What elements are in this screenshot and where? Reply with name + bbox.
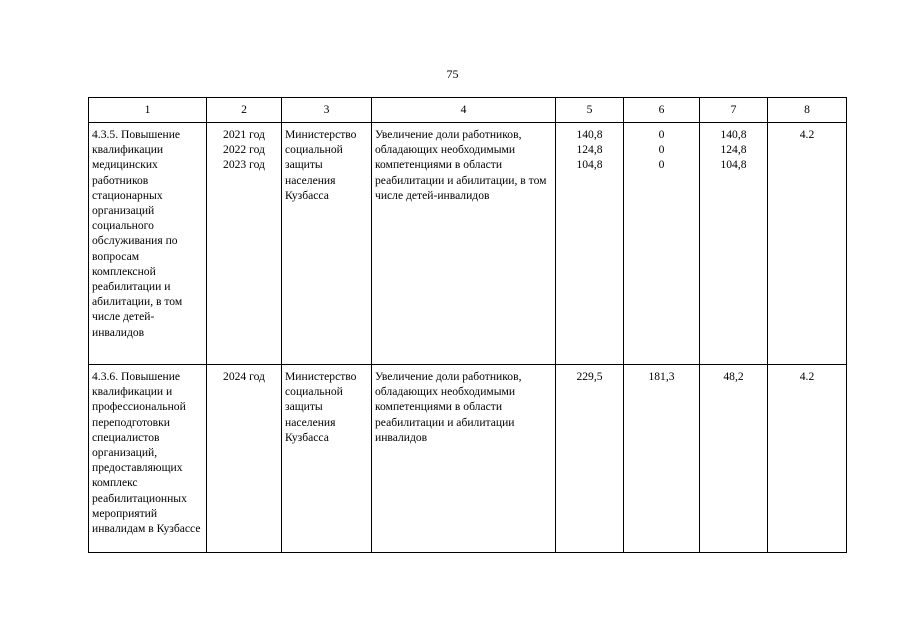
table-row — [89, 365, 847, 553]
header-cell-1: 1 — [89, 98, 207, 123]
years-cell — [207, 123, 282, 365]
table-row — [89, 123, 847, 365]
page-number: 75 — [446, 67, 459, 81]
year-value: 2021 год — [223, 128, 265, 141]
col7-value: 124,8 — [720, 143, 747, 157]
col8-cell: 4.2 — [768, 123, 847, 365]
activity-name-cell: 4.3.6. Повышение квалификации и профессиональной переподготовки специалистов организаций, предоставляющих комплекс реабилитационных мероприятий инвалидам в Кузбассе — [89, 365, 207, 553]
col7-value: 104,8 — [720, 158, 747, 172]
header-cell-5: 5 — [556, 98, 624, 123]
header-cell-6: 6 — [624, 98, 700, 123]
header-cell-3: 3 — [282, 98, 372, 123]
header-cell-8: 8 — [768, 98, 847, 123]
col5-value: 104,8 — [576, 158, 603, 172]
year-value: 2023 год — [223, 158, 265, 172]
col5-value: 124,8 — [576, 143, 603, 157]
responsible-cell: Министерство социальной защиты населения Кузбасса — [282, 365, 372, 553]
col7-cell — [700, 365, 768, 553]
col7-cell — [700, 123, 768, 365]
table-header-row — [89, 98, 847, 123]
program-activities-table — [88, 97, 847, 553]
col5-cell — [556, 365, 624, 553]
year-value: 2024 год — [223, 370, 265, 383]
col6-cell — [624, 365, 700, 553]
col6-value: 0 — [658, 143, 665, 157]
col6-value: 181,3 — [648, 370, 675, 383]
col7-value: 48,2 — [723, 370, 744, 383]
activity-name-cell: 4.3.5. Повышение квалификации медицинских работников стационарных организаций социального обслуживания по вопросам комплексной реабилитации и абилитации, в том числе детей-инвалидов — [89, 123, 207, 365]
col7-value: 140,8 — [720, 128, 747, 141]
col6-value: 0 — [658, 158, 665, 172]
col5-value: 229,5 — [576, 370, 603, 383]
years-cell — [207, 365, 282, 553]
responsible-cell: Министерство социальной защиты населения Кузбасса — [282, 123, 372, 365]
col5-cell — [556, 123, 624, 365]
year-value: 2022 год — [223, 143, 265, 157]
header-cell-4: 4 — [372, 98, 556, 123]
header-cell-7: 7 — [700, 98, 768, 123]
col6-value: 0 — [658, 128, 665, 141]
col5-value: 140,8 — [576, 128, 603, 141]
header-cell-2: 2 — [207, 98, 282, 123]
expected-result-cell: Увеличение доли работников, обладающих необходимыми компетенциями в области реабилитации и абилитации, в том числе детей-инвалидов — [372, 123, 556, 365]
col8-cell: 4.2 — [768, 365, 847, 553]
expected-result-cell: Увеличение доли работников, обладающих необходимыми компетенциями в области реабилитации и абилитации инвалидов — [372, 365, 556, 553]
col6-cell — [624, 123, 700, 365]
